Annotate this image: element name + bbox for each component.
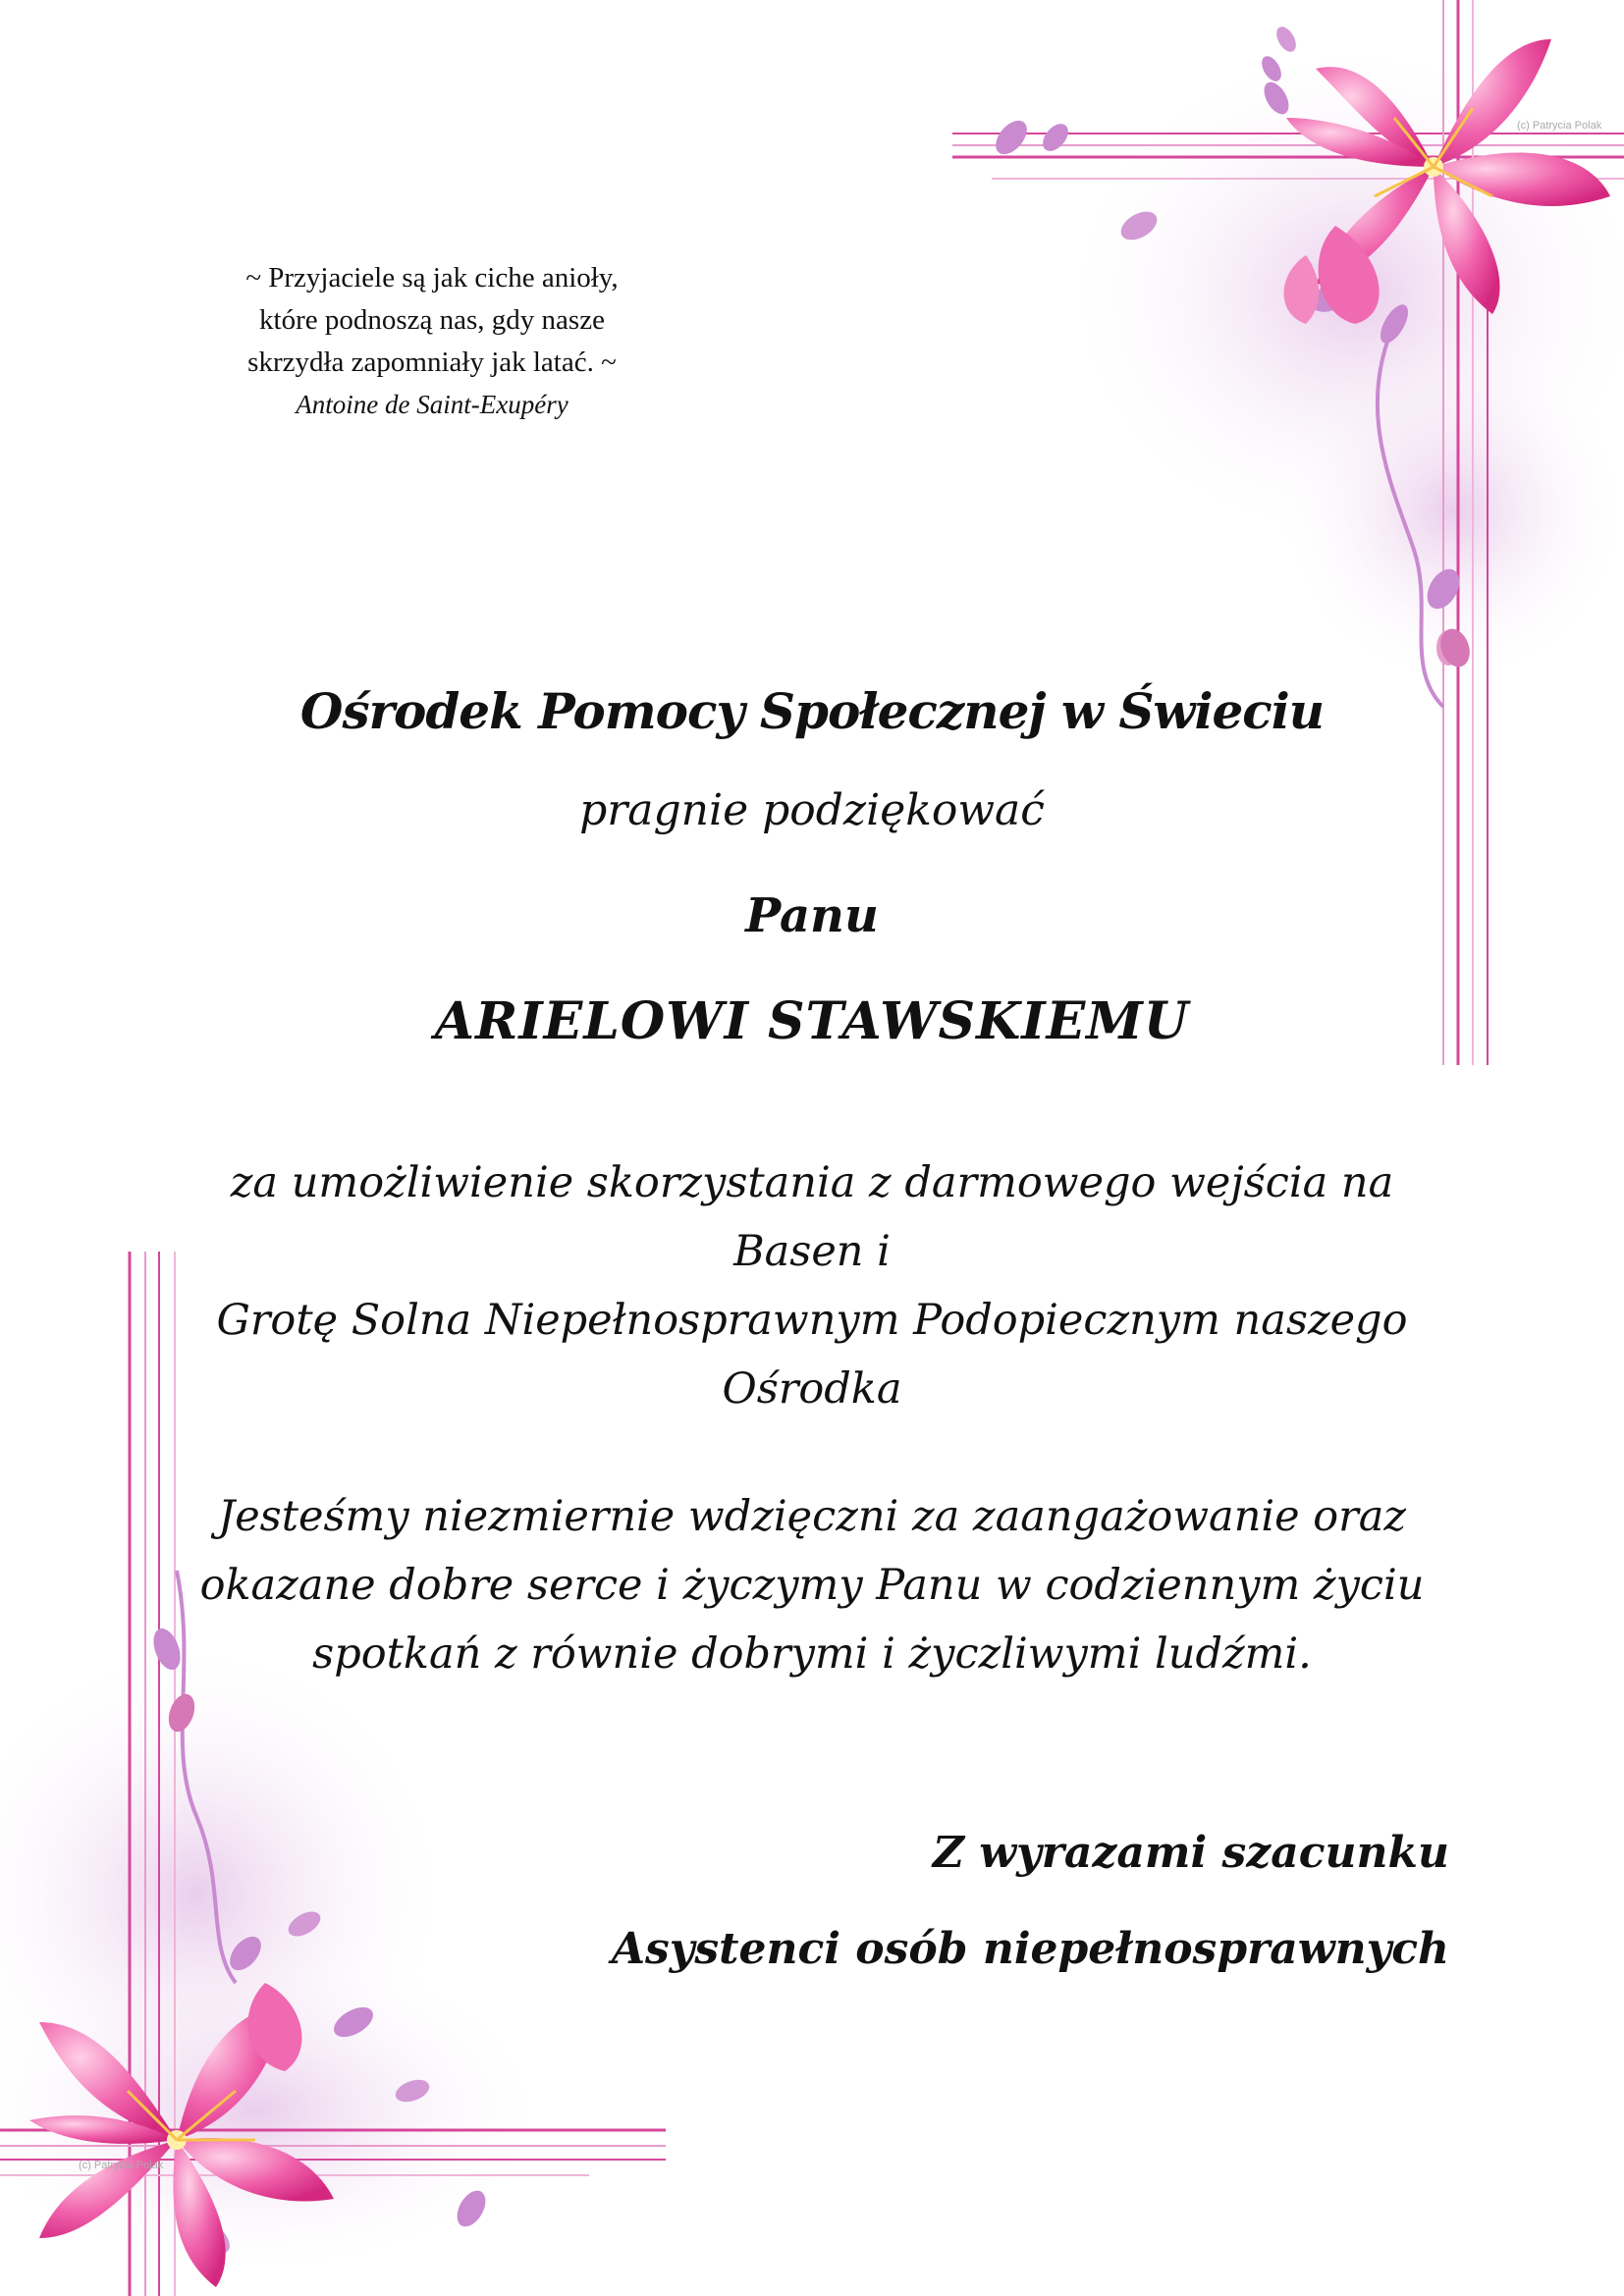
salutation: Panu	[745, 888, 879, 943]
paragraph-line: Grotę Solna Niepełnosprawnym Podopiecznym naszego	[216, 1296, 1408, 1345]
gratitude-paragraph	[196, 1482, 1428, 1688]
quote-line: które podnoszą nas, gdy nasze	[259, 304, 605, 336]
closing-signature: Asystenci osób niepełnosprawnych	[611, 1924, 1449, 1974]
paragraph-line: Ośrodka	[722, 1364, 902, 1414]
quote-line: ~ Przyjaciele są jak ciche anioły,	[245, 262, 619, 294]
paragraph-line: spotkań z równie dobrymi i życzliwymi ludźmi.	[312, 1629, 1312, 1679]
intro-text: pragnie podziękować	[579, 785, 1045, 835]
organization-name: Ośrodek Pomocy Społecznej w Świeciu	[299, 682, 1325, 740]
watermark-bottom: (c) Patrycia Polak	[79, 2160, 164, 2171]
watermark-top: (c) Patrycia Polak	[1517, 120, 1602, 132]
paragraph-line: za umożliwienie skorzystania z darmowego wejścia na Basen i	[230, 1158, 1394, 1276]
recipient-name: ARIELOWI STAWSKIEMU	[434, 991, 1190, 1051]
thanks-paragraph	[196, 1148, 1428, 1423]
epigraph-quote	[157, 257, 707, 426]
paragraph-line: okazane dobre serce i życzymy Panu w codziennym życiu	[199, 1561, 1425, 1610]
paragraph-line: Jesteśmy niezmiernie wdzięczni za zaangażowanie oraz	[218, 1492, 1406, 1541]
quote-line: skrzydła zapomniały jak latać. ~	[247, 347, 617, 378]
quote-author: Antoine de Saint-Exupéry	[296, 390, 568, 419]
closing-regards: Z wyrazami szacunku	[932, 1828, 1449, 1878]
